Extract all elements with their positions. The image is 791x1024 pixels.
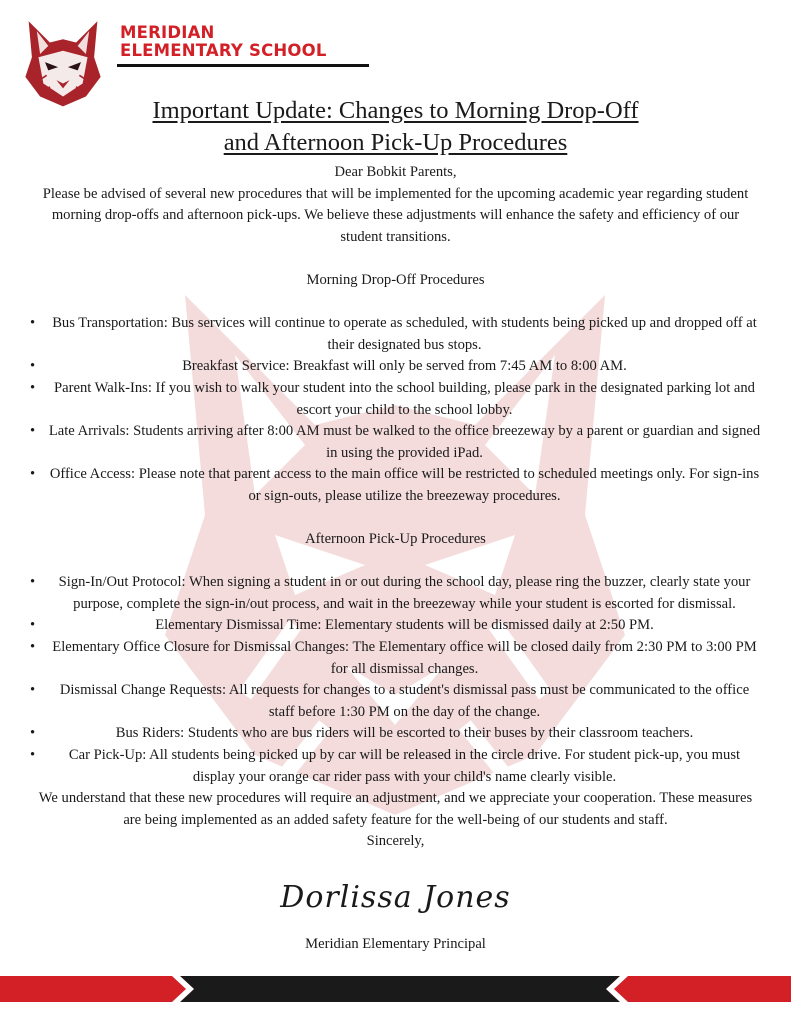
list-item: • Dismissal Change Requests: All requests for changes to a student's dismissal pass must be communicated to the office staff before 1:30 PM on the day of the change. xyxy=(30,682,750,720)
list-item: • Bus Transportation: Bus services will continue to operate as scheduled, with students being picked up and dropped off at their designated bus stops. xyxy=(30,315,757,353)
afternoon-list xyxy=(30,572,761,788)
intro-paragraph: Please be advised of several new procedures that will be implemented for the upcoming academic year regarding student morning drop-offs and afternoon pick-ups. We believe these adjustments will enhance the safety and efficiency of our student transitions. xyxy=(42,185,749,245)
list-item: • Breakfast Service: Breakfast will only be served from 7:45 AM to 8:00 AM. xyxy=(30,356,761,378)
bullet-icon: • xyxy=(30,574,36,591)
list-item: • Car Pick-Up: All students being picked up by car will be released in the circle drive. For student pick-up, you must display your orange car rider pass with your child's name clearly visible. xyxy=(30,747,741,785)
footer-band xyxy=(0,976,791,1002)
bullet-icon: • xyxy=(30,379,36,396)
bullet-icon: • xyxy=(30,423,36,440)
list-item: • Sign-In/Out Protocol: When signing a student in or out during the school day, please ring the buzzer, clearly state your purpose, complete the sign-in/out process, and wait in the breezeway while your student is escorted for dismissal. xyxy=(30,574,751,612)
morning-heading: Morning Drop-Off Procedures xyxy=(306,271,485,288)
school-name-line2: ELEMENTARY SCHOOL xyxy=(120,41,327,60)
morning-list xyxy=(30,313,761,507)
greeting: Dear Bobkit Parents, xyxy=(334,164,457,180)
list-item: • Elementary Dismissal Time: Elementary students will be dismissed daily at 2:50 PM. xyxy=(30,615,761,637)
title-line2: and Afternoon Pick-Up Procedures xyxy=(223,129,568,156)
header-divider xyxy=(117,64,369,67)
bullet-icon: • xyxy=(30,725,36,742)
bullet-icon: • xyxy=(30,617,36,634)
signature-title: Meridian Elementary Principal xyxy=(305,936,486,952)
bullet-icon: • xyxy=(30,682,36,699)
list-item: • Office Access: Please note that parent access to the main office will be restricted to scheduled meetings only. For sign-ins or sign-outs, please utilize the breezeway procedures. xyxy=(30,466,760,504)
bullet-icon: • xyxy=(30,639,36,656)
list-item: • Late Arrivals: Students arriving after 8:00 AM must be walked to the office breezeway by a parent or guardian and signed in using the provided iPad. xyxy=(30,423,761,461)
signature: Dorlissa Jones xyxy=(280,880,511,915)
school-name-line1: MERIDIAN xyxy=(120,23,215,42)
bullet-icon: • xyxy=(30,466,36,483)
bullet-icon: • xyxy=(30,358,36,375)
page-title xyxy=(0,95,791,159)
school-name xyxy=(120,24,327,60)
bullet-icon: • xyxy=(30,315,36,332)
afternoon-heading: Afternoon Pick-Up Procedures xyxy=(305,531,486,548)
title-line1: Important Update: Changes to Morning Drop-Off xyxy=(152,97,639,124)
closing-paragraph: We understand that these new procedures will require an adjustment, and we appreciate your cooperation. These measures are being implemented as an added safety feature for the well-being of our students and staff. xyxy=(38,790,753,828)
signoff: Sincerely, xyxy=(366,833,425,850)
list-item: • Parent Walk-Ins: If you wish to walk your student into the school building, please park in the designated parking lot and escort your child to the school lobby. xyxy=(30,379,755,418)
list-item: • Elementary Office Closure for Dismissal Changes: The Elementary office will be closed daily from 2:30 PM to 3:00 PM for all dismissal changes. xyxy=(30,639,757,677)
list-item: • Bus Riders: Students who are bus riders will be escorted to their buses by their classroom teachers. xyxy=(30,723,761,745)
bullet-icon: • xyxy=(30,747,36,764)
letter-body xyxy=(30,162,761,853)
